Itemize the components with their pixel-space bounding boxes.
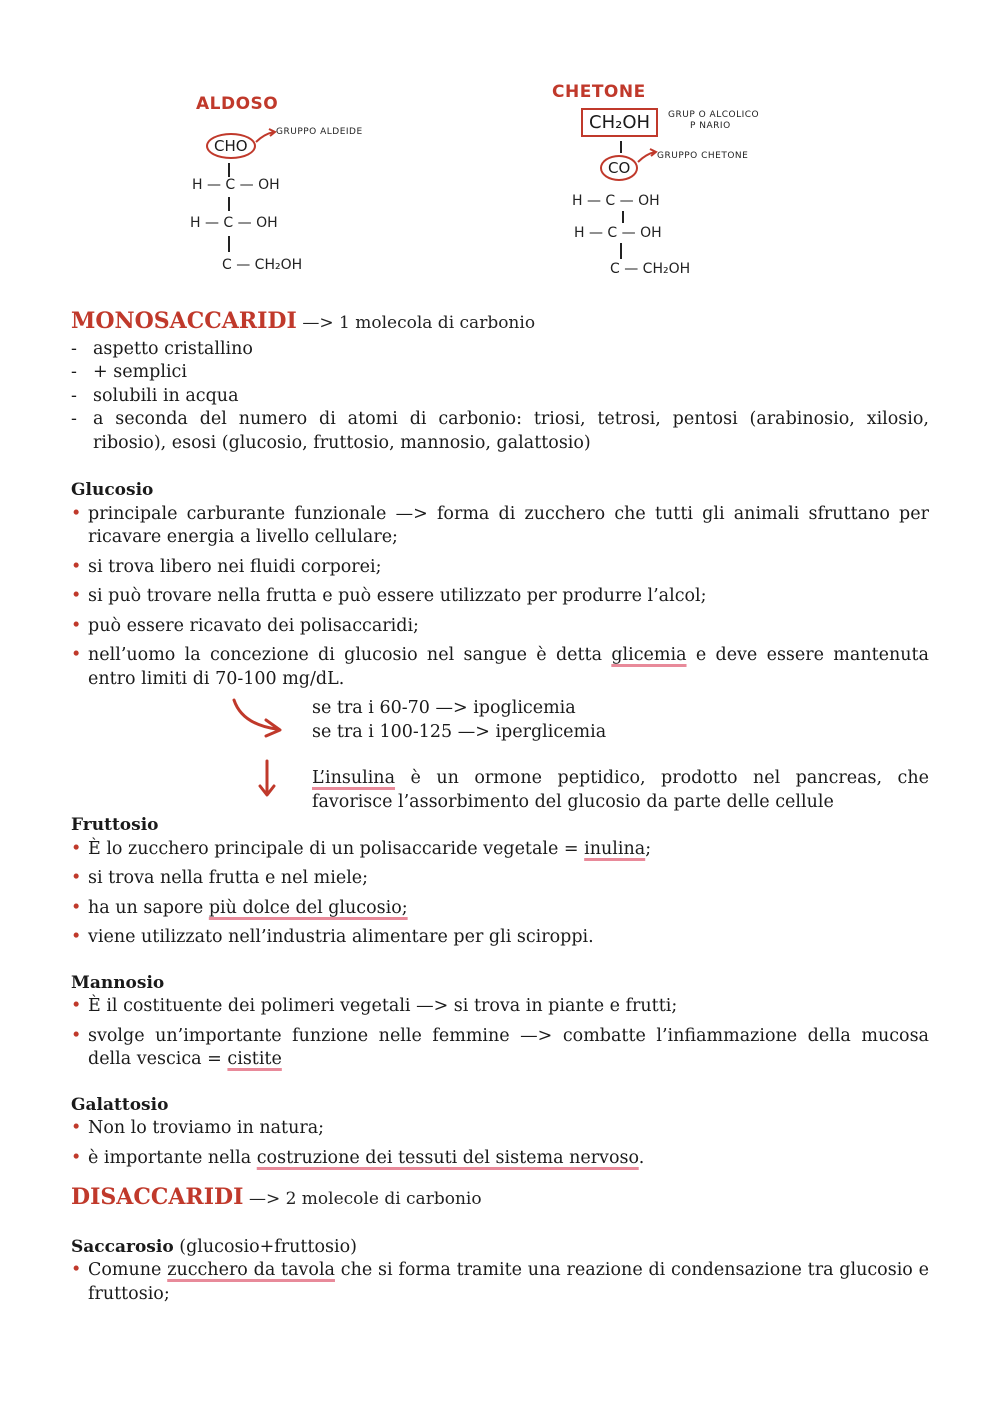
mannosio-list <box>71 995 929 1072</box>
highlight-piu-dolce: più dolce del glucosio; <box>208 897 408 918</box>
highlight-glicemia: glicemia <box>611 645 687 665</box>
chetone-group-note: GRUPPO CHETONE <box>657 151 749 161</box>
highlight-cistite: cistite <box>227 1049 282 1069</box>
list-item: • è importante nella costruzione dei tessuti del sistema nervoso. <box>71 1147 929 1171</box>
glycemia-ranges <box>312 697 929 814</box>
list-item: • può essere ricavato dei polisaccaridi; <box>71 615 929 639</box>
aldoso-bond <box>228 163 230 177</box>
galattosio-list <box>71 1117 929 1170</box>
list-item: • È il costituente dei polimeri vegetali —> si trova in piante e frutti; <box>71 995 929 1019</box>
mannosio-heading: Mannosio <box>71 972 165 993</box>
chetone-top-note-2: P NARIO <box>690 121 731 131</box>
aldoso-title: ALDOSO <box>196 94 279 114</box>
monosaccaridi-subtitle: —> 1 molecola di carbonio <box>302 313 536 333</box>
list-item: - a seconda del numero di atomi di carbonio: triosi, tetrosi, pentosi (arabinosio, xilosio, ribosio), esosi (glucosio, fruttosio, mannosio, galattosio) <box>71 408 929 455</box>
insulina-note: L’insulina è un ormone peptidico, prodotto nel pancreas, che favorisce l’assorbimento del glucosio da parte delle cellule <box>312 768 929 812</box>
saccarosio-list <box>71 1259 929 1306</box>
list-item: - + semplici <box>71 361 929 385</box>
list-item: • È lo zucchero principale di un polisaccaride vegetale = inulina; <box>71 838 929 862</box>
chetone-arrow-icon <box>636 148 658 164</box>
monosaccaridi-title: MONOSACCARIDI <box>71 308 297 334</box>
monosaccaridi-heading <box>71 310 929 336</box>
aldoso-arrow-icon <box>254 128 278 144</box>
aldoso-group-note: GRUPPO ALDEIDE <box>276 127 363 137</box>
chetone-title: CHETONE <box>552 82 646 102</box>
chetone-row-1: H — C — OH <box>572 193 660 209</box>
fruttosio-heading: Fruttosio <box>71 815 159 835</box>
list-item: • si trova libero nei fluidi corporei; <box>71 556 929 580</box>
highlight-inulina: inulina <box>584 838 646 859</box>
list-item: • Non lo troviamo in natura; <box>71 1117 929 1141</box>
list-item: • svolge un’importante funzione nelle femmine —> combatte l’infiammazione della mucosa della vescica = cistite <box>71 1025 929 1072</box>
chetone-bond <box>622 211 624 223</box>
highlight-insulina: L’insulina <box>312 768 396 788</box>
notes-content <box>71 310 929 1312</box>
list-item: • si può trovare nella frutta e può essere utilizzato per produrre l’alcol; <box>71 585 929 609</box>
chetone-bottom: C — CH₂OH <box>610 261 691 277</box>
chetone-co-group: CO <box>600 155 638 181</box>
chetone-top-note-1: GRUP O ALCOLICO <box>668 110 760 120</box>
chetone-ch2oh-group: CH₂OH <box>581 108 658 137</box>
list-item: • viene utilizzato nell’industria alimentare per gli sciroppi. <box>71 926 929 950</box>
disaccaridi-subtitle: —> 2 molecole di carbonio <box>248 1189 482 1209</box>
monosaccaridi-list <box>71 338 929 456</box>
chetone-bond <box>620 243 622 259</box>
aldoso-cho-group: CHO <box>206 133 256 159</box>
saccarosio-subtitle: (glucosio+fruttosio) <box>179 1236 357 1257</box>
list-item: • si trova nella frutta e nel miele; <box>71 867 929 891</box>
highlight-zucchero-tavola: zucchero da tavola <box>167 1260 335 1280</box>
list-item: • principale carburante funzionale —> forma di zucchero che tutti gli animali sfruttano per ricavare energia a livello cellulare; <box>71 503 929 550</box>
list-item: • Comune zucchero da tavola che si forma tramite una reazione di condensazione tra glucosio e fruttosio; <box>71 1259 929 1306</box>
aldoso-bond <box>228 197 230 211</box>
aldoso-row-2: H — C — OH <box>190 215 278 231</box>
highlight-tessuti: costruzione dei tessuti del sistema nervoso <box>256 1147 639 1168</box>
fruttosio-list <box>71 838 929 950</box>
list-item: - solubili in acqua <box>71 385 929 409</box>
chetone-bond <box>620 141 622 153</box>
galattosio-heading: Galattosio <box>71 1094 169 1115</box>
aldoso-bottom: C — CH₂OH <box>222 257 303 273</box>
glucosio-list <box>71 503 929 692</box>
range-hypo: se tra i 60-70 —> ipoglicemia <box>312 698 576 718</box>
list-item: • nell’uomo la concezione di glucosio nel sangue è detta glicemia e deve essere mantenuta entro limiti di 70-100 mg/dL. <box>71 644 929 691</box>
aldoso-bond <box>228 236 230 252</box>
saccarosio-title: Saccarosio <box>71 1236 174 1257</box>
disaccaridi-title: DISACCARIDI <box>71 1184 244 1210</box>
list-item: • ha un sapore più dolce del glucosio; <box>71 897 929 921</box>
aldoso-row-1: H — C — OH <box>192 177 280 193</box>
saccarosio-heading <box>71 1236 929 1260</box>
chetone-row-2: H — C — OH <box>574 225 662 241</box>
range-hyper: se tra i 100-125 —> iperglicemia <box>312 721 607 742</box>
list-item: - aspetto cristallino <box>71 338 929 362</box>
disaccaridi-heading <box>71 1186 929 1212</box>
glucosio-heading: Glucosio <box>71 480 154 500</box>
